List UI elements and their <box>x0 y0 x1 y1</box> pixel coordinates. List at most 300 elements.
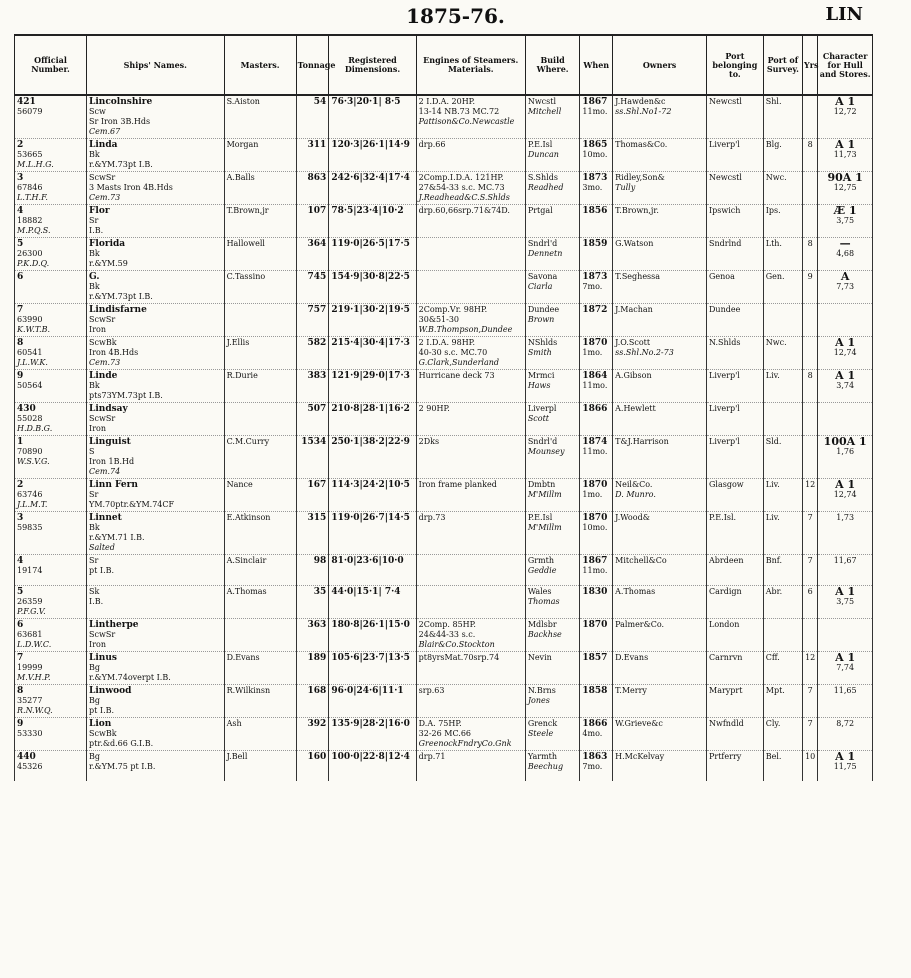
build-when-cell <box>580 555 613 586</box>
ship-name-rig: Sr <box>89 490 99 499</box>
character-char2: 12,74 <box>833 348 857 357</box>
character-char2: 11,65 <box>833 686 857 695</box>
register-row <box>15 751 873 782</box>
register-row <box>15 718 873 751</box>
build-where-where: Sndrl'd <box>527 239 558 248</box>
ship-name-cell <box>87 139 225 172</box>
port-cell <box>707 586 764 619</box>
build-where-where2: Ciarla <box>527 282 553 291</box>
owner-cell <box>613 304 707 337</box>
ship-name-line2: pts73YM.73pt I.B. <box>89 391 163 400</box>
port-port: Liverp'l <box>709 371 740 380</box>
build-where-where: Prtgal <box>527 206 553 215</box>
build-when-when2: 1mo. <box>582 348 603 357</box>
build-where-where: Liverpl <box>527 404 557 413</box>
master-cell <box>224 718 296 751</box>
ship-name-rig: ScwBk <box>89 338 117 347</box>
engines-eng2: 13-14 NB.73 MC.72 <box>418 107 500 116</box>
ship-name-line2: r.&YM.59 <box>89 259 128 268</box>
port-cell <box>707 95 764 139</box>
owner-owner: T&J.Harrison <box>615 437 669 446</box>
ship-name-name: Linn Fern <box>89 480 138 490</box>
ship-name-line2: I.B. <box>89 226 104 235</box>
dimensions-dim: 114·3|24·2|10·5 <box>331 480 410 490</box>
build-where-where: Dundee <box>527 305 560 314</box>
build-when-cell <box>580 586 613 619</box>
port-cell <box>707 304 764 337</box>
engines-eng: 2 I.D.A. 98HP. <box>418 338 475 347</box>
master-master: J.Ellis <box>226 338 250 347</box>
build-when-when: 1856 <box>582 206 608 216</box>
character-cell <box>818 586 873 619</box>
port-cell <box>707 271 764 304</box>
official-number-no: 4 <box>17 556 24 566</box>
build-where-cell <box>525 205 580 238</box>
engines-cell <box>416 337 525 370</box>
years-yrs: 12 <box>805 480 816 489</box>
official-number-sig: M.L.H.G. <box>17 160 54 169</box>
build-where-where2: Steele <box>527 729 554 738</box>
build-when-cell <box>580 403 613 436</box>
build-when-when2: 10mo. <box>582 150 608 159</box>
col-port: Port belonging to. <box>707 35 764 95</box>
years-cell <box>803 205 818 238</box>
tonnage-cell <box>296 479 329 512</box>
port-port: Carnrvn <box>709 653 743 662</box>
tonnage-ton: 757 <box>307 305 327 315</box>
years-yrs: 10 <box>805 752 816 761</box>
port-port: Dundee <box>709 305 741 314</box>
years-yrs: 7 <box>807 556 813 565</box>
tonnage-cell <box>296 304 329 337</box>
build-where-where2: Jones <box>527 696 550 705</box>
master-cell <box>224 652 296 685</box>
dimensions-dim: 210·8|28·1|16·2 <box>331 404 410 414</box>
dimensions-cell <box>329 403 416 436</box>
dimensions-cell <box>329 555 416 586</box>
survey-survey: Abr. <box>765 587 783 596</box>
build-where-where2: Smith <box>527 348 552 357</box>
dimensions-cell <box>329 652 416 685</box>
survey-survey: Gen. <box>765 272 785 281</box>
port-cell <box>707 751 764 782</box>
survey-survey: Cff. <box>765 653 780 662</box>
ship-name-line3: Cem.73 <box>89 358 121 367</box>
tonnage-ton: 98 <box>313 556 327 566</box>
engines-cell <box>416 512 525 555</box>
ship-name-rig: Sk <box>89 587 100 596</box>
build-where-cell <box>525 652 580 685</box>
build-where-where: Grmth <box>527 556 554 565</box>
build-where-cell <box>525 304 580 337</box>
survey-cell <box>763 304 802 337</box>
master-cell <box>224 139 296 172</box>
ship-name-rig: Scw <box>89 107 106 116</box>
character-cell <box>818 304 873 337</box>
build-where-where: Sndrl'd <box>527 437 558 446</box>
official-number-onum: 67846 <box>17 183 43 192</box>
port-cell <box>707 652 764 685</box>
register-row <box>15 479 873 512</box>
owner-cell <box>613 271 707 304</box>
build-when-when: 1867 <box>582 97 608 107</box>
official-number-onum: 55028 <box>17 414 43 423</box>
port-cell <box>707 205 764 238</box>
build-when-when: 1863 <box>582 752 608 762</box>
engines-cell <box>416 436 525 479</box>
official-number-no: 5 <box>17 587 24 597</box>
official-number-onum: 60541 <box>17 348 43 357</box>
ship-name-line2: Iron 1B.Hd <box>89 457 135 466</box>
tonnage-ton: 35 <box>313 587 327 597</box>
build-where-cell <box>525 512 580 555</box>
engines-cell <box>416 205 525 238</box>
character-char: Æ 1 <box>833 204 857 217</box>
page-footer <box>14 963 873 975</box>
tonnage-cell <box>296 751 329 782</box>
dimensions-cell <box>329 172 416 205</box>
master-cell <box>224 238 296 271</box>
build-when-when: 1874 <box>582 437 608 447</box>
build-when-when2: 3mo. <box>582 183 603 192</box>
character-char: 100A 1 <box>823 435 867 448</box>
build-when-when: 1859 <box>582 239 608 249</box>
owner-owner: Neil&Co. <box>615 480 653 489</box>
official-number-cell <box>15 479 87 512</box>
build-where-where2: Beechug <box>527 762 564 771</box>
official-number-onum: 63746 <box>17 490 43 499</box>
engines-cell <box>416 370 525 403</box>
engines-eng2: 2Dks <box>418 437 440 446</box>
years-yrs: 7 <box>807 513 813 522</box>
dimensions-dim: 219·1|30·2|19·5 <box>331 305 410 315</box>
engines-cell <box>416 652 525 685</box>
ship-name-line2: 3 Masts Iron 4B.Hds <box>89 183 173 192</box>
register-row <box>15 238 873 271</box>
port-cell <box>707 512 764 555</box>
master-master: T.Brown,jr <box>226 206 269 215</box>
dimensions-cell <box>329 479 416 512</box>
owner-cell <box>613 652 707 685</box>
official-number-onum: 26359 <box>17 597 43 606</box>
years-yrs: 12 <box>805 653 816 662</box>
survey-survey: Bel. <box>765 752 782 761</box>
ship-name-line2: Iron <box>89 424 106 433</box>
owner-owner: J.Machan <box>615 305 653 314</box>
ship-name-line2: Iron <box>89 640 106 649</box>
master-cell <box>224 304 296 337</box>
years-cell <box>803 95 818 139</box>
ship-name-line2: YM.70ptr.&YM.74CF <box>89 500 175 509</box>
build-when-when2: 1mo. <box>582 490 603 499</box>
official-number-onum: 26300 <box>17 249 43 258</box>
build-when-when2: 11mo. <box>582 381 608 390</box>
survey-survey: Bnf. <box>765 556 782 565</box>
port-cell <box>707 718 764 751</box>
build-where-where2: Readhed <box>527 183 564 192</box>
owner-cell <box>613 586 707 619</box>
master-master: Morgan <box>226 140 259 149</box>
tonnage-cell <box>296 172 329 205</box>
master-cell <box>224 370 296 403</box>
official-number-no: 1 <box>17 437 24 447</box>
owner-cell <box>613 555 707 586</box>
build-when-cell <box>580 205 613 238</box>
ship-name-line2: r.&YM.75 pt I.B. <box>89 762 156 771</box>
port-cell <box>707 403 764 436</box>
official-number-no: 3 <box>17 173 24 183</box>
build-where-cell <box>525 751 580 782</box>
ship-name-line2: r.&YM.74overpt I.B. <box>89 673 171 682</box>
ship-name-name: Lincolnshire <box>89 97 153 107</box>
master-master: A.Sinclair <box>226 556 267 565</box>
engines-cell <box>416 555 525 586</box>
port-cell <box>707 337 764 370</box>
build-when-cell <box>580 512 613 555</box>
character-char: A 1 <box>835 336 856 349</box>
owner-cell <box>613 95 707 139</box>
official-number-onum: 19999 <box>17 663 43 672</box>
official-number-no: 440 <box>17 752 36 762</box>
ship-name-rig: ScwBk <box>89 729 117 738</box>
register-row <box>15 304 873 337</box>
port-port: Liverp'l <box>709 404 740 413</box>
survey-cell <box>763 370 802 403</box>
ship-name-name: Flor <box>89 206 110 216</box>
years-cell <box>803 139 818 172</box>
survey-cell <box>763 205 802 238</box>
engines-cell <box>416 304 525 337</box>
survey-survey: Nwc. <box>765 173 787 182</box>
official-number-onum: 53330 <box>17 729 43 738</box>
survey-survey: Liv. <box>765 513 780 522</box>
engines-cell <box>416 619 525 652</box>
character-char: A 1 <box>835 585 856 598</box>
engines-eng2: pt8yrsMat.70srp.74 <box>418 653 500 662</box>
official-number-sig: M.P.Q.S. <box>17 226 51 235</box>
official-number-no: 9 <box>17 371 24 381</box>
engines-eng3: G.Clark,Sunderland <box>418 358 500 367</box>
ship-name-rig: ScwSr <box>89 414 116 423</box>
official-number-cell <box>15 95 87 139</box>
survey-cell <box>763 718 802 751</box>
years-yrs: 7 <box>807 686 813 695</box>
owner-cell <box>613 718 707 751</box>
official-number-sig: J.L.M.T. <box>17 500 48 509</box>
build-where-where2: Haws <box>527 381 551 390</box>
character-cell <box>818 555 873 586</box>
ship-name-cell <box>87 238 225 271</box>
build-when-when2: 7mo. <box>582 282 603 291</box>
owner-owner2: Tully <box>615 183 636 192</box>
master-master: D.Evans <box>226 653 260 662</box>
ship-name-name: Linwood <box>89 686 132 696</box>
port-cell <box>707 139 764 172</box>
tonnage-ton: 315 <box>307 513 327 523</box>
dimensions-dim: 242·6|32·4|17·4 <box>331 173 410 183</box>
register-row <box>15 172 873 205</box>
engines-eng2: 40-30 s.c. MC.70 <box>418 348 488 357</box>
engines-cell <box>416 751 525 782</box>
master-cell <box>224 172 296 205</box>
official-number-sig: R.N.W.Q. <box>17 706 53 715</box>
master-cell <box>224 205 296 238</box>
register-row <box>15 586 873 619</box>
build-when-cell <box>580 685 613 718</box>
owner-owner: A.Thomas <box>615 587 656 596</box>
tonnage-ton: 167 <box>307 480 327 490</box>
build-when-cell <box>580 95 613 139</box>
official-number-cell <box>15 512 87 555</box>
character-char2: 1,76 <box>836 447 855 456</box>
official-number-onum: 63681 <box>17 630 43 639</box>
build-when-cell <box>580 718 613 751</box>
official-number-onum: 19174 <box>17 566 43 575</box>
dimensions-dim: 44·0|15·1| 7·4 <box>331 587 401 597</box>
years-yrs: 8 <box>807 140 813 149</box>
master-cell <box>224 685 296 718</box>
ship-name-cell <box>87 172 225 205</box>
owner-owner: T.Seghessa <box>615 272 661 281</box>
owner-cell <box>613 685 707 718</box>
master-cell <box>224 95 296 139</box>
years-yrs: 8 <box>807 239 813 248</box>
build-when-when: 1865 <box>582 140 608 150</box>
engines-eng: 2Comp.Vr. 98HP. <box>418 305 488 314</box>
master-cell <box>224 586 296 619</box>
engines-cell <box>416 586 525 619</box>
character-cell <box>818 238 873 271</box>
owner-owner: H.McKelvay <box>615 752 665 761</box>
build-where-where2: Brown <box>527 315 555 324</box>
official-number-onum: 35277 <box>17 696 43 705</box>
register-row <box>15 555 873 586</box>
ship-name-cell <box>87 619 225 652</box>
build-where-where2: M'Millm <box>527 490 562 499</box>
letter-code: LIN <box>825 4 863 25</box>
official-number-no: 3 <box>17 513 24 523</box>
years-cell <box>803 619 818 652</box>
build-where-where: Wales <box>527 587 552 596</box>
survey-cell <box>763 436 802 479</box>
port-port: Newcstl <box>709 173 742 182</box>
official-number-cell <box>15 718 87 751</box>
tonnage-ton: 311 <box>307 140 327 150</box>
build-where-where2: Mitchell <box>527 107 562 116</box>
years-yrs: 6 <box>807 587 813 596</box>
years-cell <box>803 652 818 685</box>
owner-cell <box>613 337 707 370</box>
engines-eng3: Blair&Co.Stockton <box>418 640 495 649</box>
master-master: C.M.Curry <box>226 437 270 446</box>
character-cell <box>818 370 873 403</box>
owner-owner: A.Hewlett <box>615 404 656 413</box>
official-number-no: 2 <box>17 140 24 150</box>
survey-survey: Lth. <box>765 239 782 248</box>
ship-name-cell <box>87 751 225 782</box>
dimensions-cell <box>329 685 416 718</box>
dimensions-dim: 154·9|30·8|22·5 <box>331 272 410 282</box>
build-where-cell <box>525 685 580 718</box>
port-cell <box>707 370 764 403</box>
port-port: Genoa <box>709 272 735 281</box>
build-when-when: 1866 <box>582 404 608 414</box>
port-port: Liverp'l <box>709 140 740 149</box>
character-char2: 7,74 <box>836 663 855 672</box>
years-cell <box>803 685 818 718</box>
build-when-when: 1867 <box>582 556 608 566</box>
survey-survey: Sld. <box>765 437 782 446</box>
build-where-cell <box>525 370 580 403</box>
official-number-cell <box>15 238 87 271</box>
dimensions-cell <box>329 751 416 782</box>
build-where-where2: Thomas <box>527 597 560 606</box>
survey-cell <box>763 619 802 652</box>
years-cell <box>803 555 818 586</box>
ship-name-name: Lindsay <box>89 404 128 414</box>
build-where-where: Savona <box>527 272 558 281</box>
port-port: Newcstl <box>709 97 742 106</box>
ship-name-rig: Bk <box>89 523 100 532</box>
ship-name-cell <box>87 652 225 685</box>
official-number-onum: 59835 <box>17 523 43 532</box>
build-where-cell <box>525 238 580 271</box>
ship-name-cell <box>87 512 225 555</box>
ship-name-line3: Cem.67 <box>89 127 121 136</box>
character-char2: 11,75 <box>833 762 857 771</box>
character-char: 90A 1 <box>827 171 863 184</box>
years-yrs: 8 <box>807 371 813 380</box>
official-number-no: 7 <box>17 653 24 663</box>
ship-name-rig: ScwSr <box>89 173 116 182</box>
tonnage-ton: 54 <box>313 97 327 107</box>
build-when-cell <box>580 304 613 337</box>
official-number-cell <box>15 205 87 238</box>
character-cell <box>818 619 873 652</box>
years-cell <box>803 436 818 479</box>
master-master: R.Durie <box>226 371 258 380</box>
ship-name-line3: Cem.73 <box>89 193 121 202</box>
ship-name-line2: ptr.&d.66 G.I.B. <box>89 739 154 748</box>
ship-name-cell <box>87 436 225 479</box>
official-number-no: 421 <box>17 97 36 107</box>
official-number-cell <box>15 619 87 652</box>
tonnage-cell <box>296 95 329 139</box>
owner-owner: G.Watson <box>615 239 654 248</box>
col-dimensions: Registered Dimensions. <box>329 35 416 95</box>
dimensions-cell <box>329 238 416 271</box>
official-number-sig: L.T.H.F. <box>17 193 48 202</box>
master-cell <box>224 337 296 370</box>
official-number-no: 2 <box>17 480 24 490</box>
engines-eng2: drp.60,66srp.71&74D. <box>418 206 510 215</box>
character-char2: 12,75 <box>833 183 857 192</box>
ship-name-rig: Bk <box>89 150 100 159</box>
build-when-when2: 11mo. <box>582 447 608 456</box>
engines-eng: 2 I.D.A. 20HP. <box>418 97 475 106</box>
engines-eng2: 30&51-30 <box>418 315 460 324</box>
character-char2: 3,74 <box>836 381 855 390</box>
build-where-cell <box>525 403 580 436</box>
survey-cell <box>763 337 802 370</box>
register-year: 1875-76. <box>406 4 505 28</box>
dimensions-cell <box>329 512 416 555</box>
character-cell <box>818 479 873 512</box>
dimensions-dim: 96·0|24·6|11·1 <box>331 686 404 696</box>
tonnage-ton: 364 <box>307 239 327 249</box>
engines-cell <box>416 238 525 271</box>
dimensions-dim: 78·5|23·4|10·2 <box>331 206 404 216</box>
